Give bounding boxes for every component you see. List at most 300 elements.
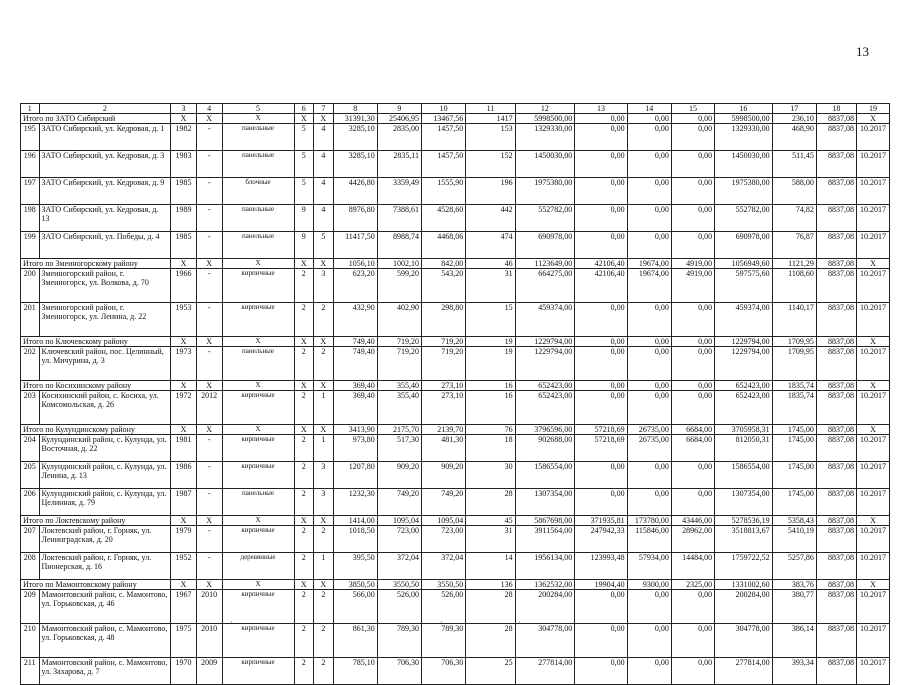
cell-col-10: 543,20 xyxy=(422,269,466,303)
cell-col-14: 0,00 xyxy=(627,381,671,391)
cell-col-5: X xyxy=(222,337,294,347)
cell-col-15: 0,00 xyxy=(671,624,714,658)
cell-col-12: 1229794,00 xyxy=(515,347,575,381)
cell-col-11: 1417 xyxy=(466,114,515,124)
cell-col-7: 2 xyxy=(314,624,334,658)
cell-col-13: 19904,40 xyxy=(575,580,627,590)
cell-col-16: 3705958,31 xyxy=(715,425,773,435)
cell-col-7: 3 xyxy=(314,269,334,303)
address-cell: Локтевский район, г. Горняк, ул. Ленинградская, д. 20 xyxy=(39,526,171,553)
cell-col-18: 8837,08 xyxy=(816,425,856,435)
cell-col-9: 355,40 xyxy=(377,381,421,391)
cell-col-6: 5 xyxy=(294,124,314,151)
cell-col-14: 115846,00 xyxy=(627,526,671,553)
scan-mark: · xyxy=(440,618,443,627)
cell-col-15: 0,00 xyxy=(671,124,714,151)
row-number: 201 xyxy=(21,303,40,337)
cell-col-3: X xyxy=(171,516,197,526)
district-total-row xyxy=(21,259,890,269)
cell-col-11: 31 xyxy=(466,526,515,553)
address-cell: Кулундинский район, с. Кулунда, ул. Ленина, д. 13 xyxy=(39,462,171,489)
cell-col-10: 1457,50 xyxy=(422,151,466,178)
cell-col-6: X xyxy=(294,337,314,347)
cell-col-15: 0,00 xyxy=(671,489,714,516)
cell-col-5: кирпичные xyxy=(222,391,294,425)
cell-col-16: 1759722,52 xyxy=(715,553,773,580)
cell-col-14: 19674,00 xyxy=(627,269,671,303)
row-number: 199 xyxy=(21,232,40,259)
cell-col-13: 0,00 xyxy=(575,178,627,205)
cell-col-11: 153 xyxy=(466,124,515,151)
cell-col-6: 2 xyxy=(294,462,314,489)
cell-col-19: X xyxy=(856,516,889,526)
table-row xyxy=(21,303,890,337)
district-total-row xyxy=(21,114,890,124)
cell-col-15: 0,00 xyxy=(671,462,714,489)
cell-col-8: 3285,10 xyxy=(333,124,377,151)
cell-col-14: 57934,00 xyxy=(627,553,671,580)
cell-col-19: X xyxy=(856,580,889,590)
cell-col-15: 28962,00 xyxy=(671,526,714,553)
cell-col-10: 909,20 xyxy=(422,462,466,489)
address-cell: Змеиногорский район, г. Змеиногорск, ул. Ленина, д. 22 xyxy=(39,303,171,337)
address-cell: ЗАТО Сибирский, ул. Кедровая, д. 13 xyxy=(39,205,171,232)
cell-col-19: X xyxy=(856,381,889,391)
cell-col-6: X xyxy=(294,259,314,269)
cell-col-19: 10.2017 xyxy=(856,435,889,462)
cell-col-11: 45 xyxy=(466,516,515,526)
cell-col-14: 19674,00 xyxy=(627,259,671,269)
cell-col-4: - xyxy=(196,347,222,381)
cell-col-13: 0,00 xyxy=(575,337,627,347)
cell-col-9: 719,20 xyxy=(377,337,421,347)
cell-col-7: X xyxy=(314,580,334,590)
cell-col-10: 4468,06 xyxy=(422,232,466,259)
cell-col-11: 15 xyxy=(466,303,515,337)
address-cell: Ключевский район, пос. Целинный, ул. Мичурина, д. 3 xyxy=(39,347,171,381)
cell-col-19: 10.2017 xyxy=(856,462,889,489)
cell-col-9: 909,20 xyxy=(377,462,421,489)
cell-col-19: 10.2017 xyxy=(856,590,889,624)
cell-col-14: 0,00 xyxy=(627,205,671,232)
page-number: 13 xyxy=(856,44,869,59)
cell-col-15: 0,00 xyxy=(671,151,714,178)
column-number: 1 xyxy=(21,104,40,114)
cell-col-18: 8837,08 xyxy=(816,114,856,124)
column-number: 14 xyxy=(627,104,671,114)
column-number: 4 xyxy=(196,104,222,114)
cell-col-7: X xyxy=(314,425,334,435)
address-cell: Кулундинский район, с. Кулунда, ул. Восточная, д. 22 xyxy=(39,435,171,462)
cell-col-10: 298,80 xyxy=(422,303,466,337)
cell-col-12: 1956134,00 xyxy=(515,553,575,580)
cell-col-19: 10.2017 xyxy=(856,151,889,178)
cell-col-10: 749,20 xyxy=(422,489,466,516)
cell-col-11: 28 xyxy=(466,624,515,658)
cell-col-8: 11417,50 xyxy=(333,232,377,259)
cell-col-15: 0,00 xyxy=(671,178,714,205)
cell-col-19: 10.2017 xyxy=(856,303,889,337)
cell-col-6: 2 xyxy=(294,624,314,658)
column-number: 17 xyxy=(772,104,816,114)
table-row xyxy=(21,489,890,516)
cell-col-5: X xyxy=(222,259,294,269)
cell-col-13: 42106,40 xyxy=(575,269,627,303)
cell-col-9: 3359,49 xyxy=(377,178,421,205)
cell-col-14: 0,00 xyxy=(627,337,671,347)
cell-col-7: 2 xyxy=(314,347,334,381)
cell-col-7: 1 xyxy=(314,435,334,462)
cell-col-13: 123993,48 xyxy=(575,553,627,580)
district-total-row xyxy=(21,516,890,526)
cell-col-19: 10.2017 xyxy=(856,489,889,516)
table-row xyxy=(21,553,890,580)
cell-col-5: X xyxy=(222,381,294,391)
cell-col-4: - xyxy=(196,435,222,462)
row-number: 209 xyxy=(21,590,40,624)
cell-col-11: 474 xyxy=(466,232,515,259)
cell-col-15: 0,00 xyxy=(671,347,714,381)
cell-col-14: 0,00 xyxy=(627,232,671,259)
cell-col-8: 4426,80 xyxy=(333,178,377,205)
cell-col-10: 842,00 xyxy=(422,259,466,269)
table-row xyxy=(21,269,890,303)
address-cell: Мамонтовский район, с. Мамонтово, ул. Горьковская, д. 46 xyxy=(39,590,171,624)
cell-col-8: 369,40 xyxy=(333,391,377,425)
cell-col-14: 0,00 xyxy=(627,624,671,658)
cell-col-17: 386,14 xyxy=(772,624,816,658)
cell-col-8: 861,30 xyxy=(333,624,377,658)
cell-col-14: 0,00 xyxy=(627,391,671,425)
cell-col-11: 76 xyxy=(466,425,515,435)
cell-col-10: 723,00 xyxy=(422,526,466,553)
cell-col-9: 2835,00 xyxy=(377,124,421,151)
cell-col-16: 812050,31 xyxy=(715,435,773,462)
cell-col-7: 4 xyxy=(314,151,334,178)
cell-col-7: X xyxy=(314,337,334,347)
cell-col-13: 0,00 xyxy=(575,590,627,624)
scan-mark: · xyxy=(230,618,233,627)
cell-col-6: 5 xyxy=(294,151,314,178)
cell-col-7: 3 xyxy=(314,462,334,489)
cell-col-11: 25 xyxy=(466,658,515,685)
cell-col-13: 0,00 xyxy=(575,124,627,151)
cell-col-10: 3550,50 xyxy=(422,580,466,590)
cell-col-19: 10.2017 xyxy=(856,205,889,232)
cell-col-8: 8976,80 xyxy=(333,205,377,232)
cell-col-9: 706,30 xyxy=(377,658,421,685)
cell-col-3: 1975 xyxy=(171,624,197,658)
row-number: 210 xyxy=(21,624,40,658)
cell-col-14: 0,00 xyxy=(627,489,671,516)
cell-col-12: 5998500,00 xyxy=(515,114,575,124)
cell-col-6: 2 xyxy=(294,347,314,381)
cell-col-10: 273,10 xyxy=(422,391,466,425)
cell-col-17: 588,00 xyxy=(772,178,816,205)
address-cell: Змеиногорский район, г. Змеиногорск, ул. Волкова, д. 70 xyxy=(39,269,171,303)
cell-col-17: 383,76 xyxy=(772,580,816,590)
cell-col-14: 0,00 xyxy=(627,303,671,337)
cell-col-13: 57218,69 xyxy=(575,435,627,462)
cell-col-18: 8837,08 xyxy=(816,624,856,658)
cell-col-14: 0,00 xyxy=(627,151,671,178)
cell-col-5: деревянные xyxy=(222,553,294,580)
district-total-label: Итого по Косихинскому району xyxy=(21,381,171,391)
cell-col-13: 247942,33 xyxy=(575,526,627,553)
cell-col-12: 902688,00 xyxy=(515,435,575,462)
cell-col-17: 1108,60 xyxy=(772,269,816,303)
cell-col-19: X xyxy=(856,425,889,435)
cell-col-11: 19 xyxy=(466,337,515,347)
cell-col-16: 1229794,00 xyxy=(715,347,773,381)
cell-col-18: 8837,08 xyxy=(816,232,856,259)
cell-col-18: 8837,08 xyxy=(816,580,856,590)
row-number: 196 xyxy=(21,151,40,178)
row-number: 203 xyxy=(21,391,40,425)
cell-col-5: X xyxy=(222,580,294,590)
district-total-label: Итого по Локтевскому району xyxy=(21,516,171,526)
column-number: 8 xyxy=(333,104,377,114)
cell-col-12: 3911564,00 xyxy=(515,526,575,553)
cell-col-9: 526,00 xyxy=(377,590,421,624)
cell-col-6: 2 xyxy=(294,435,314,462)
cell-col-11: 196 xyxy=(466,178,515,205)
cell-col-3: 1989 xyxy=(171,205,197,232)
cell-col-12: 5867698,00 xyxy=(515,516,575,526)
table-row xyxy=(21,590,890,624)
cell-col-8: 749,40 xyxy=(333,347,377,381)
cell-col-18: 8837,08 xyxy=(816,516,856,526)
address-cell: Косихинский район, с. Косиха, ул. Комсомольская, д. 26 xyxy=(39,391,171,425)
cell-col-16: 652423,00 xyxy=(715,391,773,425)
cell-col-6: 9 xyxy=(294,205,314,232)
cell-col-16: 1975380,00 xyxy=(715,178,773,205)
row-number: 202 xyxy=(21,347,40,381)
district-total-row xyxy=(21,425,890,435)
cell-col-17: 5358,43 xyxy=(772,516,816,526)
cell-col-17: 1745,00 xyxy=(772,462,816,489)
cell-col-5: X xyxy=(222,425,294,435)
cell-col-4: X xyxy=(196,337,222,347)
cell-col-16: 1586554,00 xyxy=(715,462,773,489)
row-number: 198 xyxy=(21,205,40,232)
district-total-row xyxy=(21,381,890,391)
cell-col-3: 1952 xyxy=(171,553,197,580)
cell-col-4: - xyxy=(196,124,222,151)
cell-col-10: 1457,50 xyxy=(422,124,466,151)
cell-col-10: 13467,56 xyxy=(422,114,466,124)
cell-col-3: X xyxy=(171,381,197,391)
cell-col-19: 10.2017 xyxy=(856,178,889,205)
cell-col-19: 10.2017 xyxy=(856,391,889,425)
cell-col-4: 2010 xyxy=(196,624,222,658)
cell-col-9: 719,20 xyxy=(377,347,421,381)
cell-col-17: 1745,00 xyxy=(772,425,816,435)
cell-col-13: 0,00 xyxy=(575,114,627,124)
cell-col-4: - xyxy=(196,526,222,553)
cell-col-3: X xyxy=(171,114,197,124)
address-cell: Кулундинский район, с. Кулунда, ул. Целинная, д. 79 xyxy=(39,489,171,516)
cell-col-7: 1 xyxy=(314,553,334,580)
cell-col-8: 395,50 xyxy=(333,553,377,580)
cell-col-5: кирпичные xyxy=(222,624,294,658)
district-total-row xyxy=(21,580,890,590)
cell-col-4: - xyxy=(196,178,222,205)
column-number: 18 xyxy=(816,104,856,114)
cell-col-9: 789,30 xyxy=(377,624,421,658)
cell-col-10: 4528,60 xyxy=(422,205,466,232)
cell-col-17: 380,77 xyxy=(772,590,816,624)
cell-col-14: 26735,00 xyxy=(627,435,671,462)
cell-col-15: 0,00 xyxy=(671,205,714,232)
cell-col-16: 5278536,19 xyxy=(715,516,773,526)
cell-col-11: 16 xyxy=(466,391,515,425)
cell-col-18: 8837,08 xyxy=(816,391,856,425)
cell-col-4: - xyxy=(196,462,222,489)
cell-col-19: X xyxy=(856,114,889,124)
cell-col-7: 2 xyxy=(314,303,334,337)
cell-col-3: 1982 xyxy=(171,124,197,151)
cell-col-8: 785,10 xyxy=(333,658,377,685)
cell-col-15: 6684,00 xyxy=(671,435,714,462)
cell-col-3: 1979 xyxy=(171,526,197,553)
column-number: 3 xyxy=(171,104,197,114)
cell-col-14: 0,00 xyxy=(627,124,671,151)
cell-col-7: X xyxy=(314,114,334,124)
cell-col-7: 1 xyxy=(314,391,334,425)
cell-col-17: 1709,95 xyxy=(772,337,816,347)
cell-col-14: 0,00 xyxy=(627,462,671,489)
cell-col-11: 18 xyxy=(466,435,515,462)
cell-col-10: 1555,90 xyxy=(422,178,466,205)
cell-col-17: 511,45 xyxy=(772,151,816,178)
column-number-row xyxy=(21,104,890,114)
cell-col-15: 43446,00 xyxy=(671,516,714,526)
cell-col-3: 1953 xyxy=(171,303,197,337)
district-total-label: Итого по Змеиногорскому району xyxy=(21,259,171,269)
cell-col-5: панельные xyxy=(222,151,294,178)
cell-col-5: X xyxy=(222,516,294,526)
cell-col-12: 1307354,00 xyxy=(515,489,575,516)
cell-col-5: кирпичные xyxy=(222,462,294,489)
district-total-label: Итого по Мамонтовскому району xyxy=(21,580,171,590)
column-number: 12 xyxy=(515,104,575,114)
cell-col-5: кирпичные xyxy=(222,269,294,303)
cell-col-6: 9 xyxy=(294,232,314,259)
cell-col-12: 652423,00 xyxy=(515,381,575,391)
cell-col-14: 173780,00 xyxy=(627,516,671,526)
cell-col-13: 0,00 xyxy=(575,489,627,516)
cell-col-19: 10.2017 xyxy=(856,624,889,658)
cell-col-17: 1140,17 xyxy=(772,303,816,337)
column-number: 15 xyxy=(671,104,714,114)
cell-col-17: 5410,19 xyxy=(772,526,816,553)
address-cell: Локтевский район, г. Горняк, ул. Пионерская, д. 16 xyxy=(39,553,171,580)
cell-col-5: панельные xyxy=(222,124,294,151)
cell-col-12: 652423,00 xyxy=(515,391,575,425)
cell-col-9: 372,04 xyxy=(377,553,421,580)
cell-col-9: 2175,70 xyxy=(377,425,421,435)
row-number: 211 xyxy=(21,658,40,685)
cell-col-9: 1095,04 xyxy=(377,516,421,526)
cell-col-17: 1835,74 xyxy=(772,391,816,425)
cell-col-11: 442 xyxy=(466,205,515,232)
cell-col-11: 14 xyxy=(466,553,515,580)
cell-col-3: 1981 xyxy=(171,435,197,462)
cell-col-5: кирпичные xyxy=(222,590,294,624)
cell-col-10: 719,20 xyxy=(422,347,466,381)
cell-col-5: панельные xyxy=(222,232,294,259)
cell-col-3: 1987 xyxy=(171,489,197,516)
column-number: 6 xyxy=(294,104,314,114)
cell-col-3: 1983 xyxy=(171,151,197,178)
cell-col-8: 3850,50 xyxy=(333,580,377,590)
cell-col-15: 2325,00 xyxy=(671,580,714,590)
cell-col-8: 623,20 xyxy=(333,269,377,303)
cell-col-17: 1745,00 xyxy=(772,435,816,462)
cell-col-8: 31391,30 xyxy=(333,114,377,124)
cell-col-6: X xyxy=(294,580,314,590)
cell-col-16: 1450030,00 xyxy=(715,151,773,178)
address-cell: ЗАТО Сибирский, ул. Кедровая, д. 3 xyxy=(39,151,171,178)
cell-col-3: 1973 xyxy=(171,347,197,381)
cell-col-6: 2 xyxy=(294,269,314,303)
cell-col-18: 8837,08 xyxy=(816,381,856,391)
cell-col-3: 1985 xyxy=(171,232,197,259)
cell-col-8: 432,90 xyxy=(333,303,377,337)
cell-col-18: 8837,08 xyxy=(816,269,856,303)
column-number: 16 xyxy=(715,104,773,114)
cell-col-16: 652423,00 xyxy=(715,381,773,391)
cell-col-14: 0,00 xyxy=(627,658,671,685)
cell-col-7: 2 xyxy=(314,590,334,624)
cell-col-11: 28 xyxy=(466,590,515,624)
cell-col-18: 8837,08 xyxy=(816,553,856,580)
cell-col-4: X xyxy=(196,114,222,124)
cell-col-15: 14484,00 xyxy=(671,553,714,580)
table-row xyxy=(21,624,890,658)
cell-col-15: 0,00 xyxy=(671,337,714,347)
cell-col-12: 200284,00 xyxy=(515,590,575,624)
cell-col-8: 3285,10 xyxy=(333,151,377,178)
cell-col-15: 0,00 xyxy=(671,590,714,624)
cell-col-15: 0,00 xyxy=(671,232,714,259)
cell-col-5: X xyxy=(222,114,294,124)
cell-col-4: 2010 xyxy=(196,590,222,624)
address-cell: Мамонтовский район, с. Мамонтово, ул. Горьковская, д. 48 xyxy=(39,624,171,658)
cell-col-15: 0,00 xyxy=(671,381,714,391)
cell-col-13: 57218,69 xyxy=(575,425,627,435)
cell-col-16: 200284,00 xyxy=(715,590,773,624)
cell-col-5: панельные xyxy=(222,347,294,381)
cell-col-16: 1307354,00 xyxy=(715,489,773,516)
cell-col-7: X xyxy=(314,381,334,391)
cell-col-17: 74,82 xyxy=(772,205,816,232)
cell-col-4: - xyxy=(196,205,222,232)
cell-col-4: X xyxy=(196,580,222,590)
cell-col-16: 1229794,00 xyxy=(715,337,773,347)
row-number: 206 xyxy=(21,489,40,516)
cell-col-18: 8837,08 xyxy=(816,489,856,516)
table-row xyxy=(21,526,890,553)
cell-col-11: 136 xyxy=(466,580,515,590)
table-row xyxy=(21,658,890,685)
row-number: 207 xyxy=(21,526,40,553)
cell-col-16: 3518813,67 xyxy=(715,526,773,553)
cell-col-6: X xyxy=(294,516,314,526)
cell-col-4: - xyxy=(196,489,222,516)
cell-col-8: 369,40 xyxy=(333,381,377,391)
